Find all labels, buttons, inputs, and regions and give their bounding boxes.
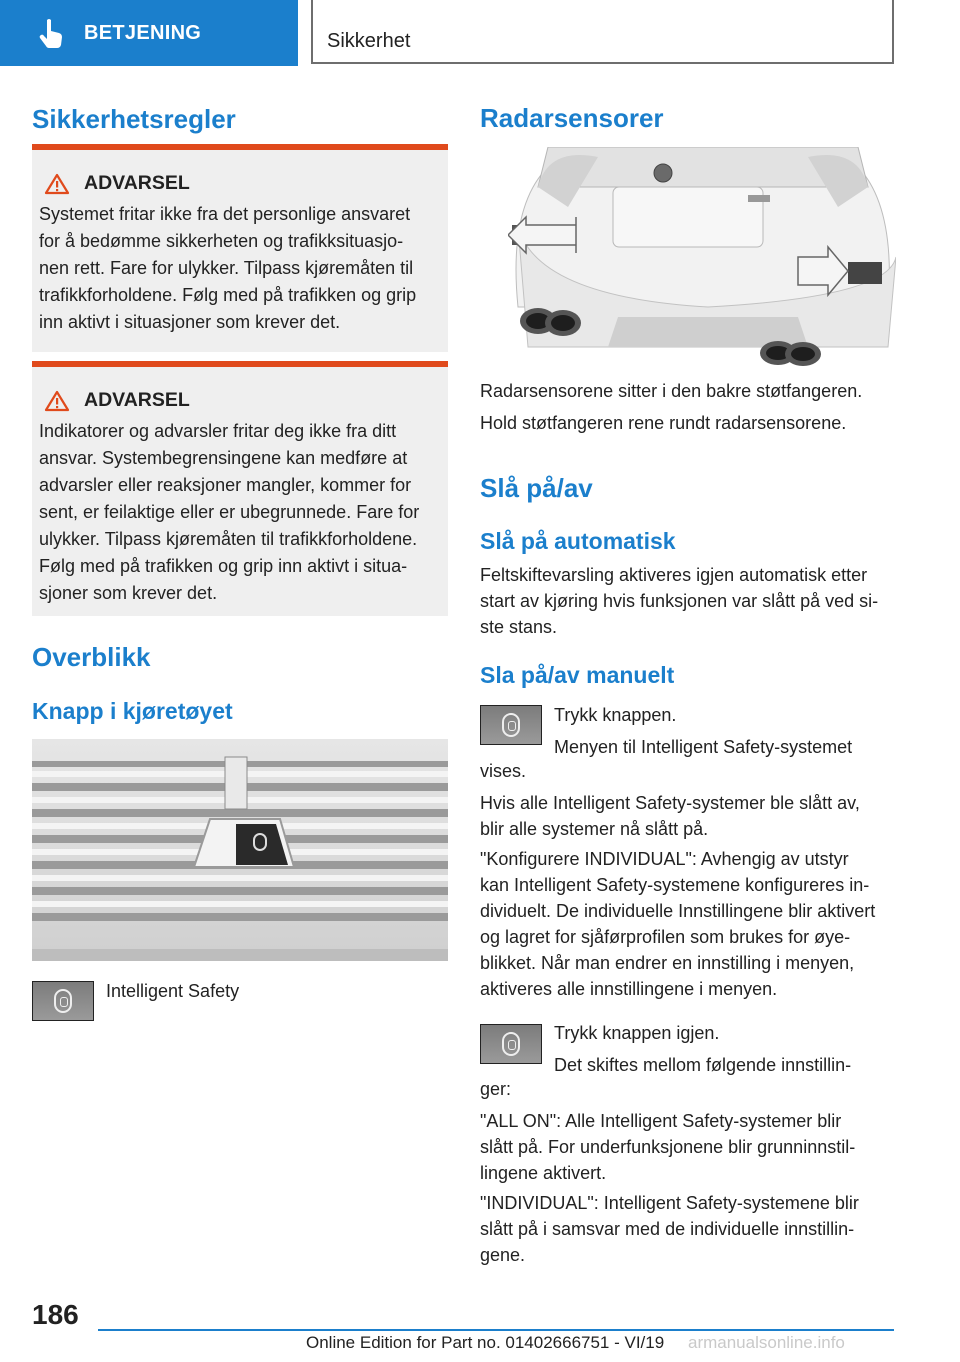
chapter-tab bbox=[0, 0, 298, 66]
warning-text-2: Indikatorer og advarsler fritar deg ikke fra ditt ansvar. Systembegrensingene kan medføre at advarsler eller reaksjoner mangler, kommer for sent, er feilaktige eller er ubegrunnede. Fare for ulykker. Tilpass kjøremåten til trafikkforholdene. Følg med på trafikken og grip inn aktivt i situa- sjoner som krever det. bbox=[39, 421, 420, 603]
radar-sensors-heading: Radarsensorer bbox=[480, 103, 664, 133]
switch-text-line1: Det skiftes mellom følgende innstillin- bbox=[554, 1055, 852, 1075]
radar-sensors-photo bbox=[508, 147, 896, 367]
warning-box-1 bbox=[32, 144, 448, 352]
intelligent-safety-icon bbox=[502, 1032, 520, 1056]
warning-triangle-icon bbox=[44, 173, 70, 195]
intelligent-safety-icon bbox=[502, 713, 520, 737]
warning-label: ADVARSEL bbox=[84, 172, 190, 194]
button-in-vehicle-heading: Knapp i kjøretøyet bbox=[32, 698, 233, 724]
intelligent-safety-icon bbox=[54, 989, 72, 1013]
warning-title-2 bbox=[39, 389, 440, 412]
section-label: Sikkerhet bbox=[327, 30, 411, 52]
radar-text-1: Radarsensorene sitter i den bakre støtfangeren. bbox=[480, 381, 863, 401]
footer-rule bbox=[98, 1329, 894, 1331]
manual-on-off-heading: Sla på/av manuelt bbox=[480, 662, 675, 688]
page-number: 186 bbox=[32, 1299, 79, 1330]
page-header bbox=[0, 0, 960, 66]
watermark-text: armanualsonline.info bbox=[688, 1333, 845, 1352]
auto-on-heading: Slå på automatisk bbox=[480, 528, 676, 554]
overview-heading: Overblikk bbox=[32, 642, 151, 672]
all-on-text: "ALL ON": Alle Intelligent Safety-systemer blir slått på. For underfunksjonene blir grunninnstil- lingene aktivert. bbox=[480, 1111, 856, 1183]
warning-text-1: Systemet fritar ikke fra det personlige ansvaret for å bedømme sikkerheten og trafikksituasjo- nen rett. Fare for ulykker. Tilpass kjøremåten til trafikkforholdene. Følg med på trafikken og grip inn aktivt i situasjoner som krever det. bbox=[39, 204, 417, 332]
press-button-text: Trykk knappen. bbox=[554, 705, 677, 725]
edition-text: Online Edition for Part no. 01402666751 - VI/19 bbox=[306, 1333, 665, 1352]
menu-text-line2: vises. bbox=[480, 761, 527, 781]
warning-label: ADVARSEL bbox=[84, 389, 190, 411]
safety-rules-heading: Sikkerhetsregler bbox=[32, 104, 236, 134]
pointing-hand-icon bbox=[38, 18, 64, 48]
section-box bbox=[311, 0, 894, 64]
configure-individual-text: "Konfigurere INDIVIDUAL": Avhengig av utstyr kan Intelligent Safety-systemene konfigureres in- dividuelt. De individuelle Innstillingene blir aktivert og lagret for sjåførprofilen som brukes for øye- blikket. Når man endrer en innstilling i menyen, aktiveres alle innstillingene i menyen. bbox=[480, 849, 876, 999]
intelligent-safety-button-image bbox=[32, 981, 94, 1021]
intelligent-safety-caption: Intelligent Safety bbox=[106, 981, 240, 1001]
warning-title-1 bbox=[39, 172, 440, 195]
vehicle-button-photo bbox=[32, 739, 448, 961]
menu-text-line1: Menyen til Intelligent Safety-systemet bbox=[554, 737, 853, 757]
switch-text-line2: ger: bbox=[480, 1079, 512, 1099]
intelligent-safety-button-image bbox=[480, 1024, 542, 1064]
intelligent-safety-button-image bbox=[480, 705, 542, 745]
chapter-label: BETJENING bbox=[84, 21, 202, 44]
warning-triangle-icon bbox=[44, 390, 70, 412]
press-again-text: Trykk knappen igjen. bbox=[554, 1023, 720, 1043]
all-off-text: Hvis alle Intelligent Safety-systemer ble slått av, blir alle systemer nå slått på. bbox=[480, 793, 860, 839]
on-off-heading: Slå på/av bbox=[480, 473, 593, 503]
individual-text: "INDIVIDUAL": Intelligent Safety-systemene blir slått på i samsvar med de individuelle innstillin- gene. bbox=[480, 1193, 859, 1265]
radar-text-2: Hold støtfangeren rene rundt radarsensorene. bbox=[480, 413, 847, 433]
auto-on-text: Feltskiftevarsling aktiveres igjen automatisk etter start av kjøring hvis funksjonen var slått på ved si- ste stans. bbox=[480, 565, 879, 637]
warning-box-2 bbox=[32, 361, 448, 616]
